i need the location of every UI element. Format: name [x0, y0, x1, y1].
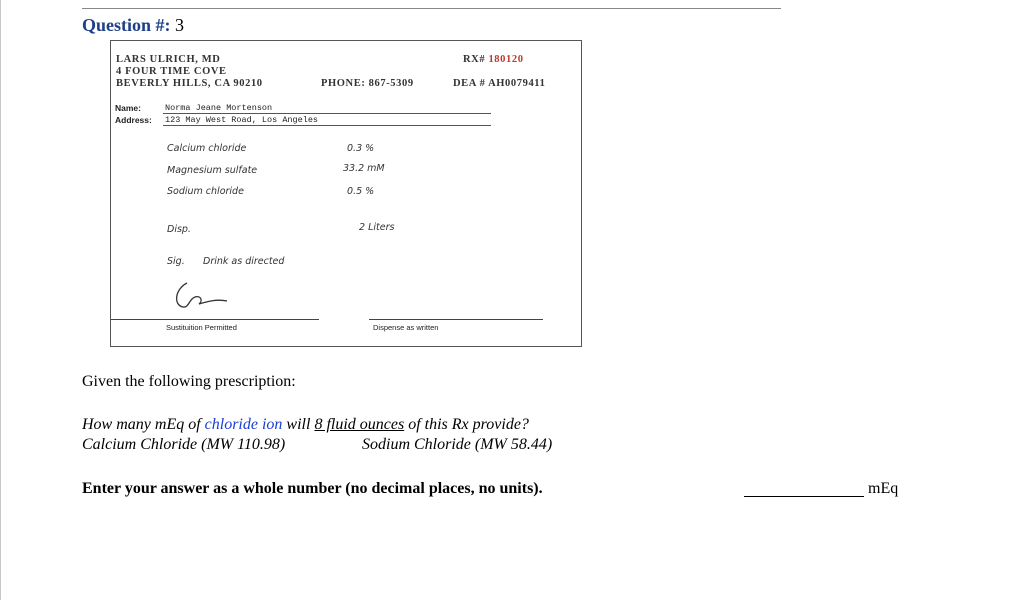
top-divider [82, 8, 781, 9]
answer-unit: mEq [868, 480, 899, 497]
mw-calcium-chloride: Calcium Chloride (MW 110.98) [82, 436, 286, 453]
question-number: 3 [175, 15, 185, 35]
dispense-as-written-label: Dispense as written [373, 323, 439, 332]
answer-instruction: Enter your answer as a whole number (no decimal places, no units). [82, 480, 543, 497]
rx-number-label: RX# [463, 54, 486, 65]
substitution-permitted-label: Sustituition Permitted [166, 323, 237, 332]
patient-name-value: Norma Jeane Mortenson [165, 103, 273, 113]
sig-label: Sig. [167, 256, 185, 267]
question-text [82, 416, 529, 434]
patient-address-label: Address: [115, 115, 152, 125]
ingredient-3-amount: 0.5 % [347, 186, 375, 197]
ingredient-3-name: Sodium chloride [167, 186, 244, 197]
dea-number: DEA # AH0079411 [453, 78, 546, 89]
ingredient-2-name: Magnesium sulfate [167, 165, 258, 176]
rx-number [463, 54, 524, 65]
doctor-name: LARS ULRICH, MD [116, 54, 221, 65]
page-left-border [0, 0, 1, 600]
prescription-card [110, 40, 582, 347]
disp-value: 2 Liters [359, 222, 395, 233]
patient-name-line [163, 113, 491, 114]
doctor-address-line1: 4 FOUR TIME COVE [116, 66, 227, 77]
mw-sodium-chloride: Sodium Chloride (MW 58.44) [362, 436, 553, 453]
doctor-address-line2: BEVERLY HILLS, CA 90210 [116, 78, 263, 89]
rx-number-value: 180120 [488, 54, 524, 65]
question-part2: will [282, 416, 315, 433]
volume-term: 8 fluid ounces [314, 416, 405, 433]
chloride-ion-term: chloride ion [204, 416, 283, 433]
ingredient-1-amount: 0.3 % [347, 143, 375, 154]
doctor-phone: PHONE: 867-5309 [321, 78, 414, 89]
question-header [82, 15, 184, 36]
question-label: Question #: [82, 15, 171, 35]
disp-label: Disp. [167, 224, 191, 235]
patient-address-line [163, 125, 491, 126]
answer-blank[interactable] [744, 496, 864, 497]
sig-value: Drink as directed [203, 256, 285, 267]
intro-text: Given the following prescription: [82, 373, 296, 390]
question-part1: How many mEq of [82, 416, 205, 433]
dispense-signature-line [369, 319, 543, 320]
ingredient-1-name: Calcium chloride [167, 143, 247, 154]
substitution-signature-line [111, 319, 319, 320]
prescriber-signature [169, 277, 233, 317]
question-part3: of this Rx provide? [404, 416, 529, 433]
ingredient-2-amount: 33.2 mM [343, 163, 385, 174]
patient-name-label: Name: [115, 103, 141, 113]
patient-address-value: 123 May West Road, Los Angeles [165, 115, 319, 125]
